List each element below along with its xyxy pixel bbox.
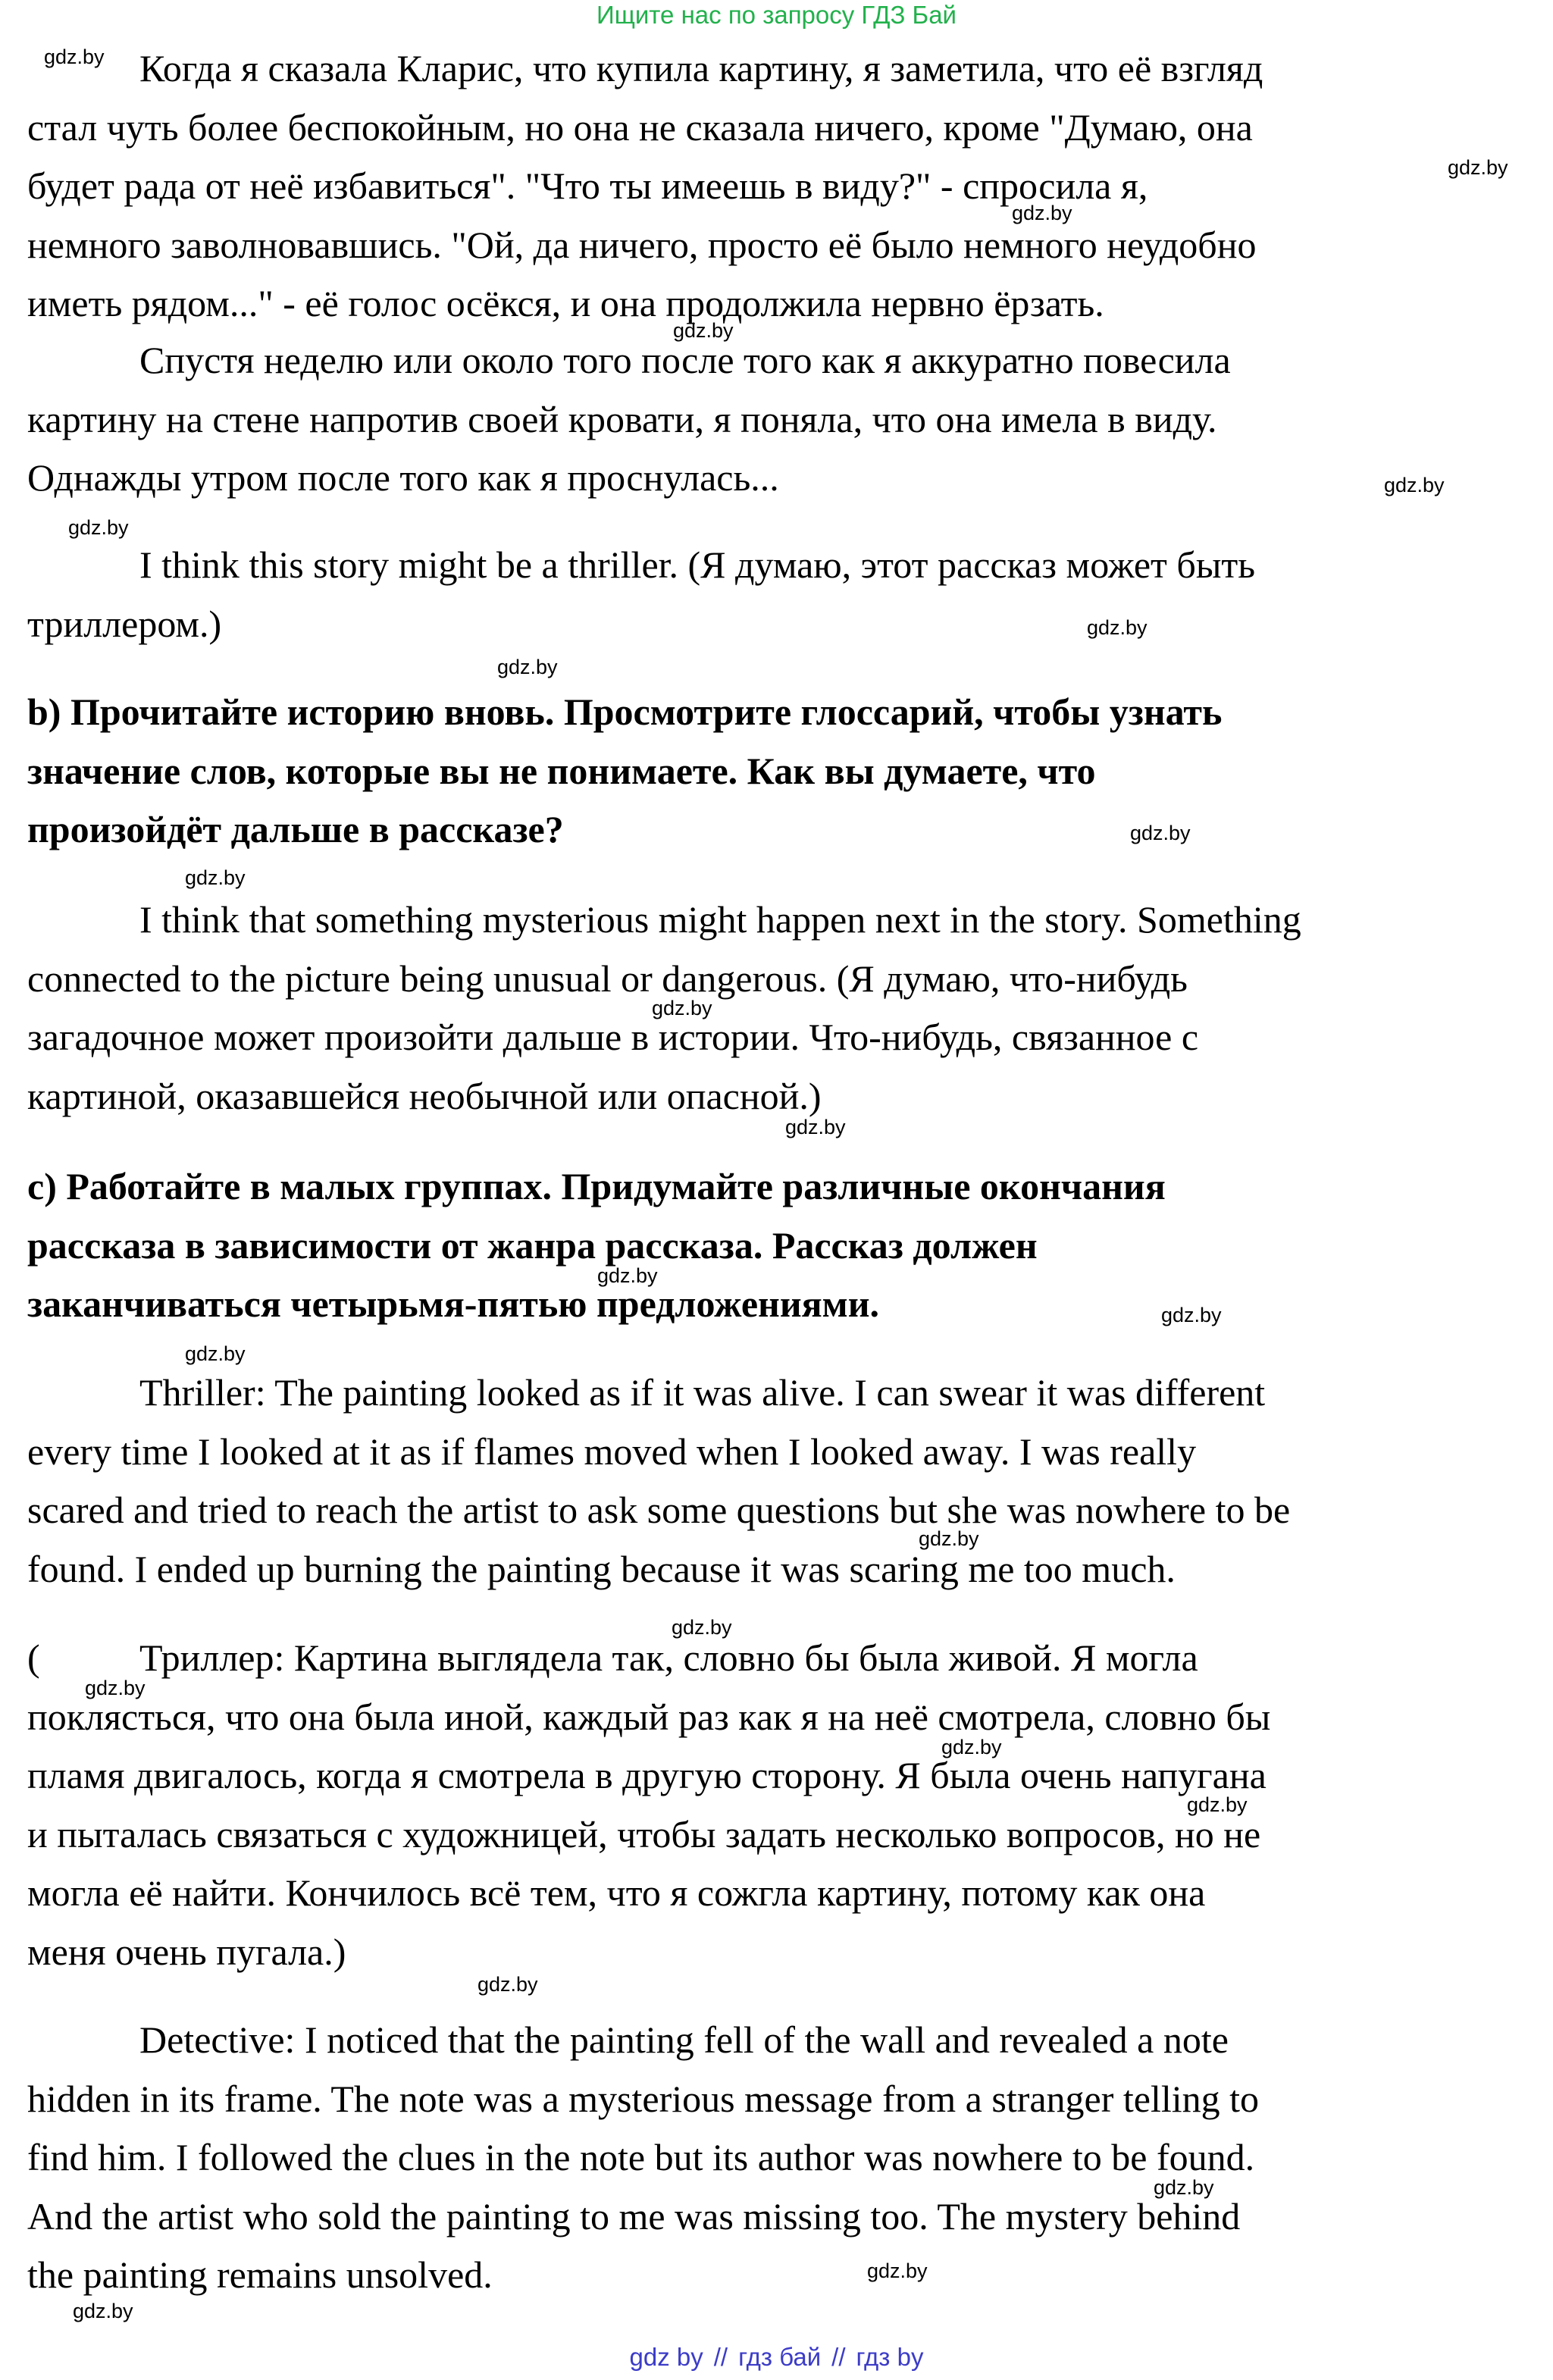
watermark: gdz.by [785, 1116, 846, 1138]
text-line: и пыталась связаться с художницей, чтобы задать несколько вопросов, но не [27, 1812, 1261, 1855]
paragraph-prediction-answer [27, 891, 1536, 1126]
text-line: произойдёт дальше в рассказе? [27, 808, 564, 850]
text-line: Thriller: The painting looked as if it was alive. I can swear it was different [139, 1371, 1266, 1414]
watermark: gdz.by [477, 1973, 538, 1996]
watermark: gdz.by [1384, 474, 1445, 496]
text-line: картину на стене напротив своей кровати, я поняла, что она имела в виду. [27, 397, 1217, 440]
text-line: могла её найти. Кончилось всё тем, что я сожгла картину, потому как она [27, 1871, 1206, 1914]
paragraph-thriller-english [27, 1364, 1536, 1599]
text-line: scared and tried to reach the artist to ask some questions but she was nowhere to be [27, 1489, 1291, 1531]
text-line: I think this story might be a thriller. (Я думаю, этот рассказ может быть [139, 543, 1256, 586]
paragraph-thriller-russian [27, 1629, 1536, 1981]
watermark: gdz.by [44, 45, 105, 68]
watermark: gdz.by [185, 866, 246, 889]
open-paren: ( [27, 1636, 40, 1679]
text-line: немного заволновавшись. "Ой, да ничего, просто её было немного неудобно [27, 223, 1257, 266]
task-c-heading [27, 1157, 1536, 1334]
text-line: the painting remains unsolved. [27, 2253, 493, 2296]
text-line: рассказа в зависимости от жанра рассказа. Рассказ должен [27, 1223, 1038, 1267]
text-line: заканчиваться четырьмя-пятью предложениями. [27, 1282, 880, 1325]
watermark: gdz.by [867, 2259, 928, 2282]
watermark: gdz.by [185, 1342, 246, 1365]
watermark: gdz.by [919, 1527, 979, 1550]
text-line: ( Триллер: Картина выглядела так, словно бы была живой. Я могла [27, 1629, 1536, 1688]
text-line: Однажды утром после того как я проснулась... [27, 456, 779, 499]
paragraph-genre-answer [27, 536, 1536, 653]
watermark: gdz.by [68, 516, 129, 539]
text-line: картиной, оказавшейся необычной или опасной.) [27, 1074, 822, 1117]
text-line: будет рада от неё избавиться". "Что ты имеешь в виду?" - спросила я, [27, 164, 1148, 207]
watermark: gdz.by [652, 997, 712, 1019]
paragraph-intro [27, 39, 1536, 334]
watermark: gdz.by [1161, 1304, 1222, 1326]
text-line: b) Прочитайте историю вновь. Просмотрите глоссарий, чтобы узнать [27, 691, 1223, 733]
watermark: gdz.by [1187, 1793, 1248, 1816]
text-line: иметь рядом..." - её голос осёкся, и она продолжила нервно ёрзать. [27, 282, 1104, 324]
text-line: find him. I followed the clues in the note but its author was nowhere to be found. [27, 2136, 1255, 2178]
watermark: gdz.by [73, 2300, 133, 2322]
text-line: загадочное может произойти дальше в истории. Что-нибудь, связанное с [27, 1016, 1199, 1058]
watermark: gdz.by [672, 1616, 732, 1639]
text-line: стал чуть более беспокойным, но она не сказала ничего, кроме "Думаю, она [27, 105, 1253, 149]
watermark: gdz.by [673, 319, 734, 342]
text-line: значение слов, которые вы не понимаете. Как вы думаете, что [27, 749, 1096, 792]
text-line: пламя двигалось, когда я смотрела в другую сторону. Я была очень напугана [27, 1754, 1267, 1796]
text-line: hidden in its frame. The note was a mysterious message from a stranger telling to [27, 2077, 1260, 2120]
footer-links [0, 2342, 1553, 2372]
text-line: меня очень пугала.) [27, 1930, 346, 1973]
watermark: gdz.by [1012, 202, 1072, 224]
text-line: Спустя неделю или около того после того как я аккуратно повесила [139, 339, 1231, 381]
text-line: connected to the picture being unusual or dangerous. (Я думаю, что-нибудь [27, 957, 1188, 1000]
watermark: gdz.by [1448, 156, 1508, 179]
watermark: gdz.by [1130, 822, 1191, 844]
footer-link-gdz-by-cyr[interactable]: гдз by [856, 2343, 924, 2371]
footer-separator: // [831, 2343, 846, 2371]
watermark: gdz.by [85, 1677, 146, 1699]
watermark: gdz.by [1154, 2176, 1214, 2199]
text-line: поклясться, что она была иной, каждый раз как я на неё смотрела, словно бы [27, 1695, 1271, 1738]
paragraph-story-continue [27, 331, 1536, 508]
text-line: And the artist who sold the painting to me was missing too. The mystery behind [27, 2194, 1241, 2238]
text-line: Когда я сказала Кларис, что купила картину, я заметила, что её взгляд [139, 47, 1263, 89]
watermark: gdz.by [597, 1264, 658, 1287]
footer-link-gdz-by[interactable]: gdz by [629, 2343, 703, 2371]
watermark: gdz.by [941, 1736, 1002, 1758]
text-line: every time I looked at it as if flames moved when I looked away. I was really [27, 1430, 1197, 1473]
text-line: триллером.) [27, 602, 222, 645]
watermark: gdz.by [497, 656, 558, 678]
paragraph-detective-english [27, 2011, 1536, 2305]
footer-separator: // [713, 2343, 728, 2371]
text-line: I think that something mysterious might happen next in the story. Something [139, 898, 1301, 941]
header-search-hint[interactable]: Ищите нас по запросу ГДЗ Бай [596, 1, 957, 29]
text-line: c) Работайте в малых группах. Придумайте различные окончания [27, 1165, 1166, 1207]
footer-link-gdz-bai[interactable]: гдз бай [738, 2343, 822, 2371]
task-b-heading [27, 683, 1536, 860]
watermark: gdz.by [1087, 616, 1148, 639]
text-line: found. I ended up burning the painting because it was scaring me too much. [27, 1547, 1176, 1590]
text-line: Detective: I noticed that the painting fell of the wall and revealed a note [139, 2018, 1229, 2061]
